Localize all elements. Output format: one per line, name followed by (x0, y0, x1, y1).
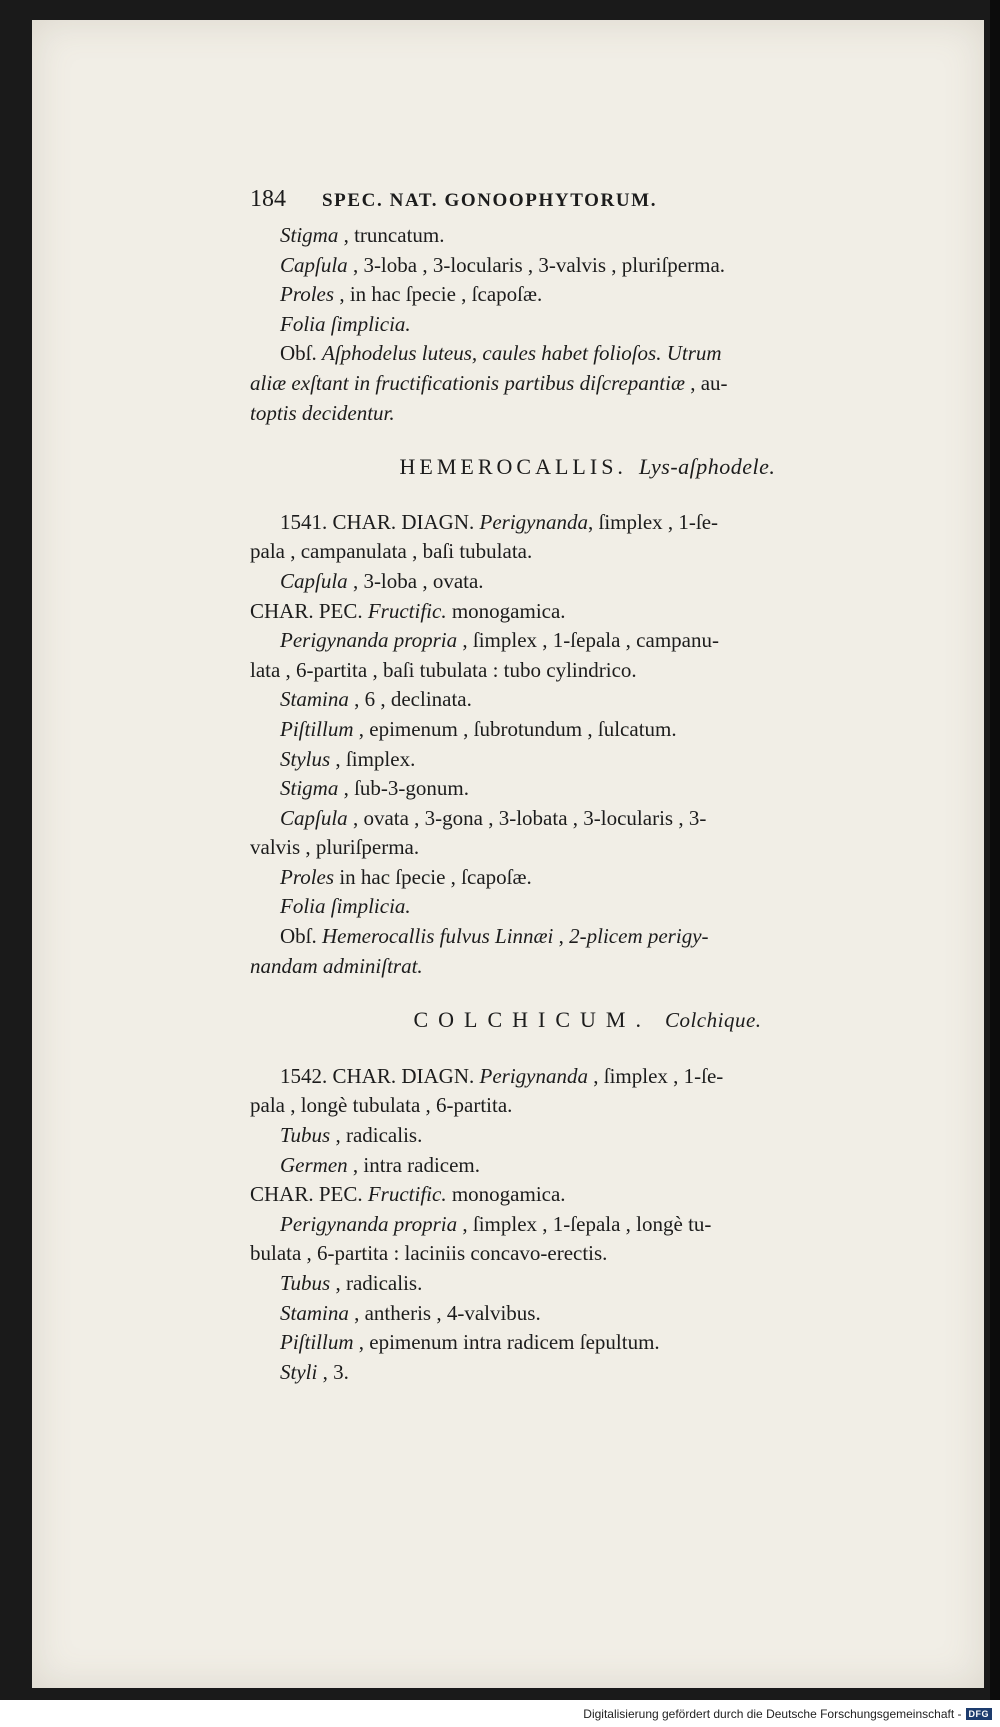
text-line: pala , longè tubulata , 6-partita. (250, 1093, 513, 1118)
text-line: lata , 6-partita , baſi tubulata : tubo cylindrico. (250, 657, 637, 682)
dfg-logo: DFG (966, 1708, 993, 1720)
text-line: Perigynanda propria , ſimplex , 1-ſepala , campanu- (280, 628, 719, 653)
text-line: Folia ſimplicia. (280, 894, 411, 919)
text-line: bulata , 6-partita : laciniis concavo-erectis. (250, 1241, 608, 1266)
text-line: Piſtillum , epimenum , ſubrotundum , ſulcatum. (280, 716, 677, 741)
text-line: Styli , 3. (280, 1359, 349, 1384)
running-head (250, 185, 925, 221)
text-line: Folia ſimplicia. (280, 311, 411, 336)
text-line: Tubus , radicalis. (280, 1123, 423, 1148)
observation-line: toptis decidentur. (250, 400, 395, 425)
page-text (250, 185, 925, 1387)
text-line: Stylus , ſimplex. (280, 746, 416, 771)
genus-heading-hemerocallis: HEMEROCALLIS. Lys-aſphodele. (399, 454, 776, 480)
observation-line: nandam adminiſtrat. (250, 953, 423, 978)
text-line: valvis , pluriſperma. (250, 835, 420, 860)
text-line: CHAR. PEC. Fructific. monogamica. (250, 1182, 566, 1207)
text-line: Piſtillum , epimenum intra radicem ſepultum. (280, 1330, 660, 1355)
text-line: Stamina , antheris , 4-valvibus. (280, 1300, 541, 1325)
digitization-footer (0, 1700, 1000, 1727)
page-number: 184 (250, 186, 286, 212)
book-page (32, 20, 984, 1688)
text-line: Proles , in hac ſpecie , ſcapoſæ. (280, 282, 543, 307)
observation-line: aliæ exſtant in fructificationis partibus diſcrepantiæ , au- (250, 370, 728, 395)
footer-credit: Digitalisierung gefördert durch die Deutsche Forschungsgemeinschaft - (583, 1706, 962, 1721)
text-line: Capſula , 3-loba , ovata. (280, 568, 484, 593)
observation-line: Obſ. Hemerocallis fulvus Linnæi , 2-plicem perigy- (280, 924, 709, 949)
diagnosis-line: 1541. CHAR. DIAGN. Perigynanda, ſimplex , 1-ſe- (280, 509, 719, 534)
text-line: pala , campanulata , baſi tubulata. (250, 539, 533, 564)
observation-line: Obſ. Aſphodelus luteus, caules habet folioſos. Utrum (280, 341, 722, 366)
scan-edge (990, 0, 1000, 1700)
text-line: Stigma , ſub-3-gonum. (280, 776, 469, 801)
diagnosis-line: 1542. CHAR. DIAGN. Perigynanda , ſimplex , 1-ſe- (280, 1063, 724, 1088)
text-line: CHAR. PEC. Fructific. monogamica. (250, 598, 566, 623)
text-line: Capſula , 3-loba , 3-locularis , 3-valvis , pluriſperma. (280, 252, 726, 277)
text-line: Germen , intra radicem. (280, 1152, 481, 1177)
text-line: Tubus , radicalis. (280, 1271, 423, 1295)
running-title: SPEC. NAT. GONOOPHYTORUM. (322, 190, 658, 211)
genus-heading-colchicum: COLCHICUM. Colchique. (413, 1007, 762, 1033)
text-line: Capſula , ovata , 3-gona , 3-lobata , 3-locularis , 3- (280, 805, 707, 830)
text-line: Stamina , 6 , declinata. (280, 687, 472, 712)
text-line: Stigma , truncatum. (280, 223, 445, 247)
text-line: Perigynanda propria , ſimplex , 1-ſepala , longè tu- (280, 1211, 712, 1236)
text-line: Proles in hac ſpecie , ſcapoſæ. (280, 864, 532, 889)
